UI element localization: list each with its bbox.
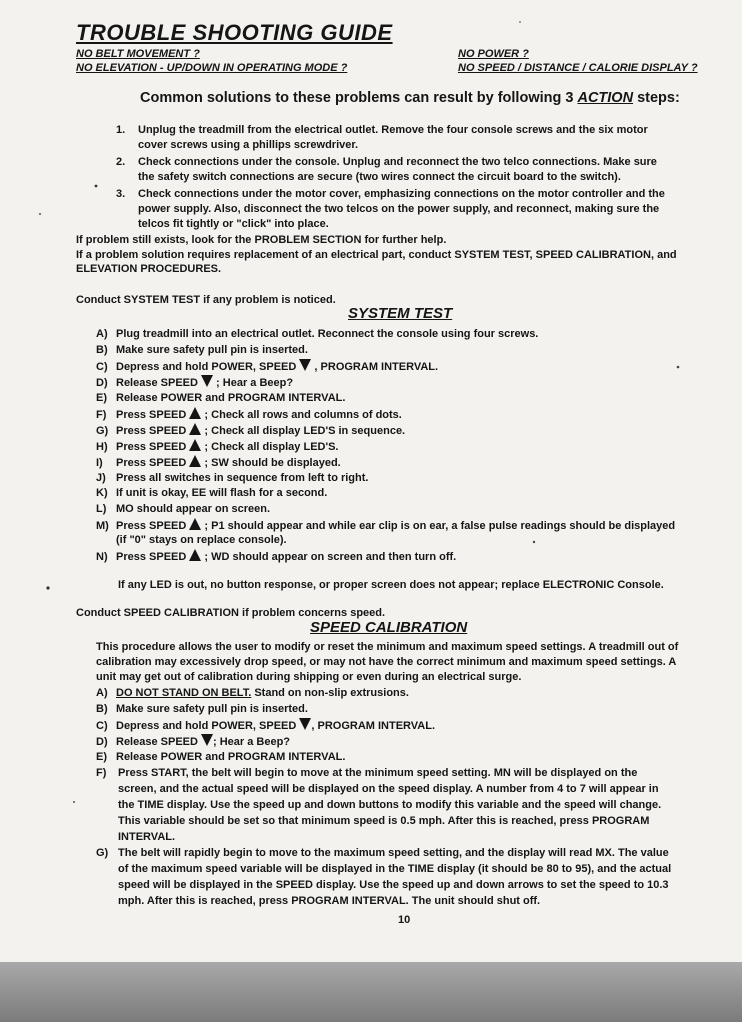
speed-calibration-item-f-line: This variable should be set so that minimum speed is 0.5 mph. After this is reached, press PROGRAM (118, 815, 650, 827)
item-text: Release POWER and PROGRAM INTERVAL. (116, 392, 346, 404)
item-text: ; Check all display LED'S in sequence. (201, 425, 406, 437)
item-text: ; P1 should appear and while ear clip is on ear, a false pulse readings should be displayed (201, 520, 676, 532)
item-label: B) (96, 703, 108, 715)
speed-calibration-item-g-line: mph. After this is reached, press PROGRAM INTERVAL. The unit should shut off. (118, 895, 541, 907)
scanner-bed-edge (0, 962, 742, 1022)
problem-no-speed-display: NO SPEED / DISTANCE / CALORIE DISPLAY ? (458, 62, 698, 74)
speed-calibration-item-f-label: F) (96, 767, 107, 779)
speed-calibration-item-f-line: screen, and the actual speed will be displayed on the speed display. A number from 4 to 7 will appear in (118, 783, 659, 795)
intro-steps-word: steps: (633, 90, 680, 106)
item-label: E) (96, 392, 107, 404)
item-text: ; Hear a Beep? (213, 377, 294, 389)
item-label: C) (96, 361, 108, 373)
after-steps-line: If a problem solution requires replacement of an electrical part, conduct SYSTEM TEST, SPEED CALIBRATION, and (76, 249, 677, 261)
step-2-number: 2. (116, 156, 126, 168)
item-text: Release SPEED (116, 736, 201, 748)
item-label: A) (96, 328, 108, 340)
item-text: Press SPEED (116, 551, 190, 563)
step-1-line: Unplug the treadmill from the electrical outlet. Remove the four console screws and the six motor (138, 124, 648, 136)
intro-action-word: ACTION (577, 90, 634, 106)
item-text: Press SPEED (116, 425, 190, 437)
item-label: I) (96, 457, 103, 469)
problem-no-elevation: NO ELEVATION - UP/DOWN IN OPERATING MODE ? (76, 62, 348, 74)
item-text: Press SPEED (116, 409, 190, 421)
page-title: TROUBLE SHOOTING GUIDE (76, 20, 393, 45)
speed-calibration-item-f-line: Press START, the belt will begin to move at the minimum speed setting. MN will be displayed on the (118, 767, 638, 779)
item-text: Depress and hold POWER, SPEED (116, 361, 300, 373)
item-text: , PROGRAM INTERVAL. (311, 720, 436, 732)
item-text: Release POWER and PROGRAM INTERVAL. (116, 751, 346, 763)
item-text: Depress and hold POWER, SPEED (116, 720, 300, 732)
step-3-line: power supply. Also, disconnect the two telcos on the power supply, and reconnect, making sure the (138, 203, 660, 215)
speed-calibration-paragraph-line: unit may get out of calibration during shipping or even during an electrical surge. (96, 671, 522, 683)
step-2-line: the safety switch connections are secure (two wires connect the circuit board to the switch). (138, 171, 621, 183)
item-label: L) (96, 503, 107, 515)
after-steps-line: ELEVATION PROCEDURES. (76, 263, 222, 275)
item-text: ; Check all display LED'S. (201, 441, 339, 453)
speed-calibration-item-g-line: speed will be displayed in the SPEED display. Use the speed up and down arrows to set the speed to 10.3 (118, 879, 669, 891)
item-text: Press SPEED (116, 457, 190, 469)
after-steps-line: If problem still exists, look for the PROBLEM SECTION for further help. (76, 234, 447, 246)
item-text: Press SPEED (116, 441, 190, 453)
system-test-intro: Conduct SYSTEM TEST if any problem is noticed. (76, 294, 336, 306)
step-3-number: 3. (116, 188, 126, 200)
led-out-note: If any LED is out, no button response, or proper screen does not appear; replace ELECTRONIC Console. (118, 579, 664, 591)
speed-calibration-item-f-line: the TIME display. Use the speed up and down buttons to modify this variable and the speed will change. (118, 799, 662, 811)
system-test-item-m-continued: (if "0" stays on replace console). (116, 534, 287, 546)
item-text: MO should appear on screen. (116, 503, 271, 515)
item-text: Press all switches in sequence from left to right. (116, 472, 369, 484)
item-text: , PROGRAM INTERVAL. (311, 361, 439, 373)
item-label: F) (96, 409, 107, 421)
item-text: Stand on non-slip extrusions. (251, 687, 409, 699)
speed-calibration-paragraph-line: This procedure allows the user to modify or reset the minimum and maximum speed settings. A treadmill out of (96, 641, 679, 653)
step-2-line: Check connections under the console. Unplug and reconnect the two telco connections. Make sure (138, 156, 657, 168)
item-label: B) (96, 344, 108, 356)
item-text: If unit is okay, EE will flash for a second. (116, 487, 328, 499)
item-label: M) (96, 520, 109, 532)
intro-text: Common solutions to these problems can result by following 3 (140, 90, 578, 106)
system-test-heading: SYSTEM TEST (348, 305, 453, 322)
item-label: N) (96, 551, 108, 563)
item-label: C) (96, 720, 108, 732)
item-text: Press SPEED (116, 520, 190, 532)
item-text: ; Check all rows and columns of dots. (201, 409, 402, 421)
speed-calibration-intro: Conduct SPEED CALIBRATION if problem concerns speed. (76, 607, 386, 619)
item-text: Make sure safety pull pin is inserted. (116, 703, 308, 715)
problem-no-belt-movement: NO BELT MOVEMENT ? (76, 48, 200, 60)
speed-calibration-item-f-line: INTERVAL. (118, 831, 176, 843)
item-text: ; Hear a Beep? (213, 736, 291, 748)
step-1-number: 1. (116, 124, 126, 136)
speed-calibration-item-g-label: G) (96, 847, 109, 859)
item-text: ; SW should be displayed. (201, 457, 341, 469)
step-3-line: telcos fit tightly or "click" into place. (138, 218, 329, 230)
page-number: 10 (398, 914, 411, 926)
item-label: J) (96, 472, 106, 484)
item-label: A) (96, 687, 108, 699)
item-label: D) (96, 736, 108, 748)
speed-calibration-item-g-line: of the maximum speed variable will be displayed in the TIME display (it should be 80 to 95), and the actual (118, 863, 672, 875)
step-1-line: cover screws using a phillips screwdriver. (138, 139, 359, 151)
speed-calibration-paragraph-line: calibration may excessively drop speed, or may not have the correct minimum and maximum speed settings. A (96, 656, 677, 668)
item-text: Make sure safety pull pin is inserted. (116, 344, 308, 356)
item-label: E) (96, 751, 107, 763)
item-text: Release SPEED (116, 377, 201, 389)
item-label: D) (96, 377, 108, 389)
item-label: K) (96, 487, 108, 499)
speed-calibration-heading: SPEED CALIBRATION (310, 619, 468, 636)
item-text: Plug treadmill into an electrical outlet. Reconnect the console using four screws. (116, 328, 539, 340)
speed-calibration-item-g-line: The belt will rapidly begin to move to the maximum speed setting, and the display will read MX. The value (118, 847, 669, 859)
problem-no-power: NO POWER ? (458, 48, 529, 60)
item-text: ; WD should appear on screen and then turn off. (201, 551, 457, 563)
warning-text: DO NOT STAND ON BELT. (116, 687, 252, 699)
step-3-line: Check connections under the motor cover, emphasizing connections on the motor controller and the (138, 188, 665, 200)
item-label: G) (96, 425, 109, 437)
item-label: H) (96, 441, 108, 453)
